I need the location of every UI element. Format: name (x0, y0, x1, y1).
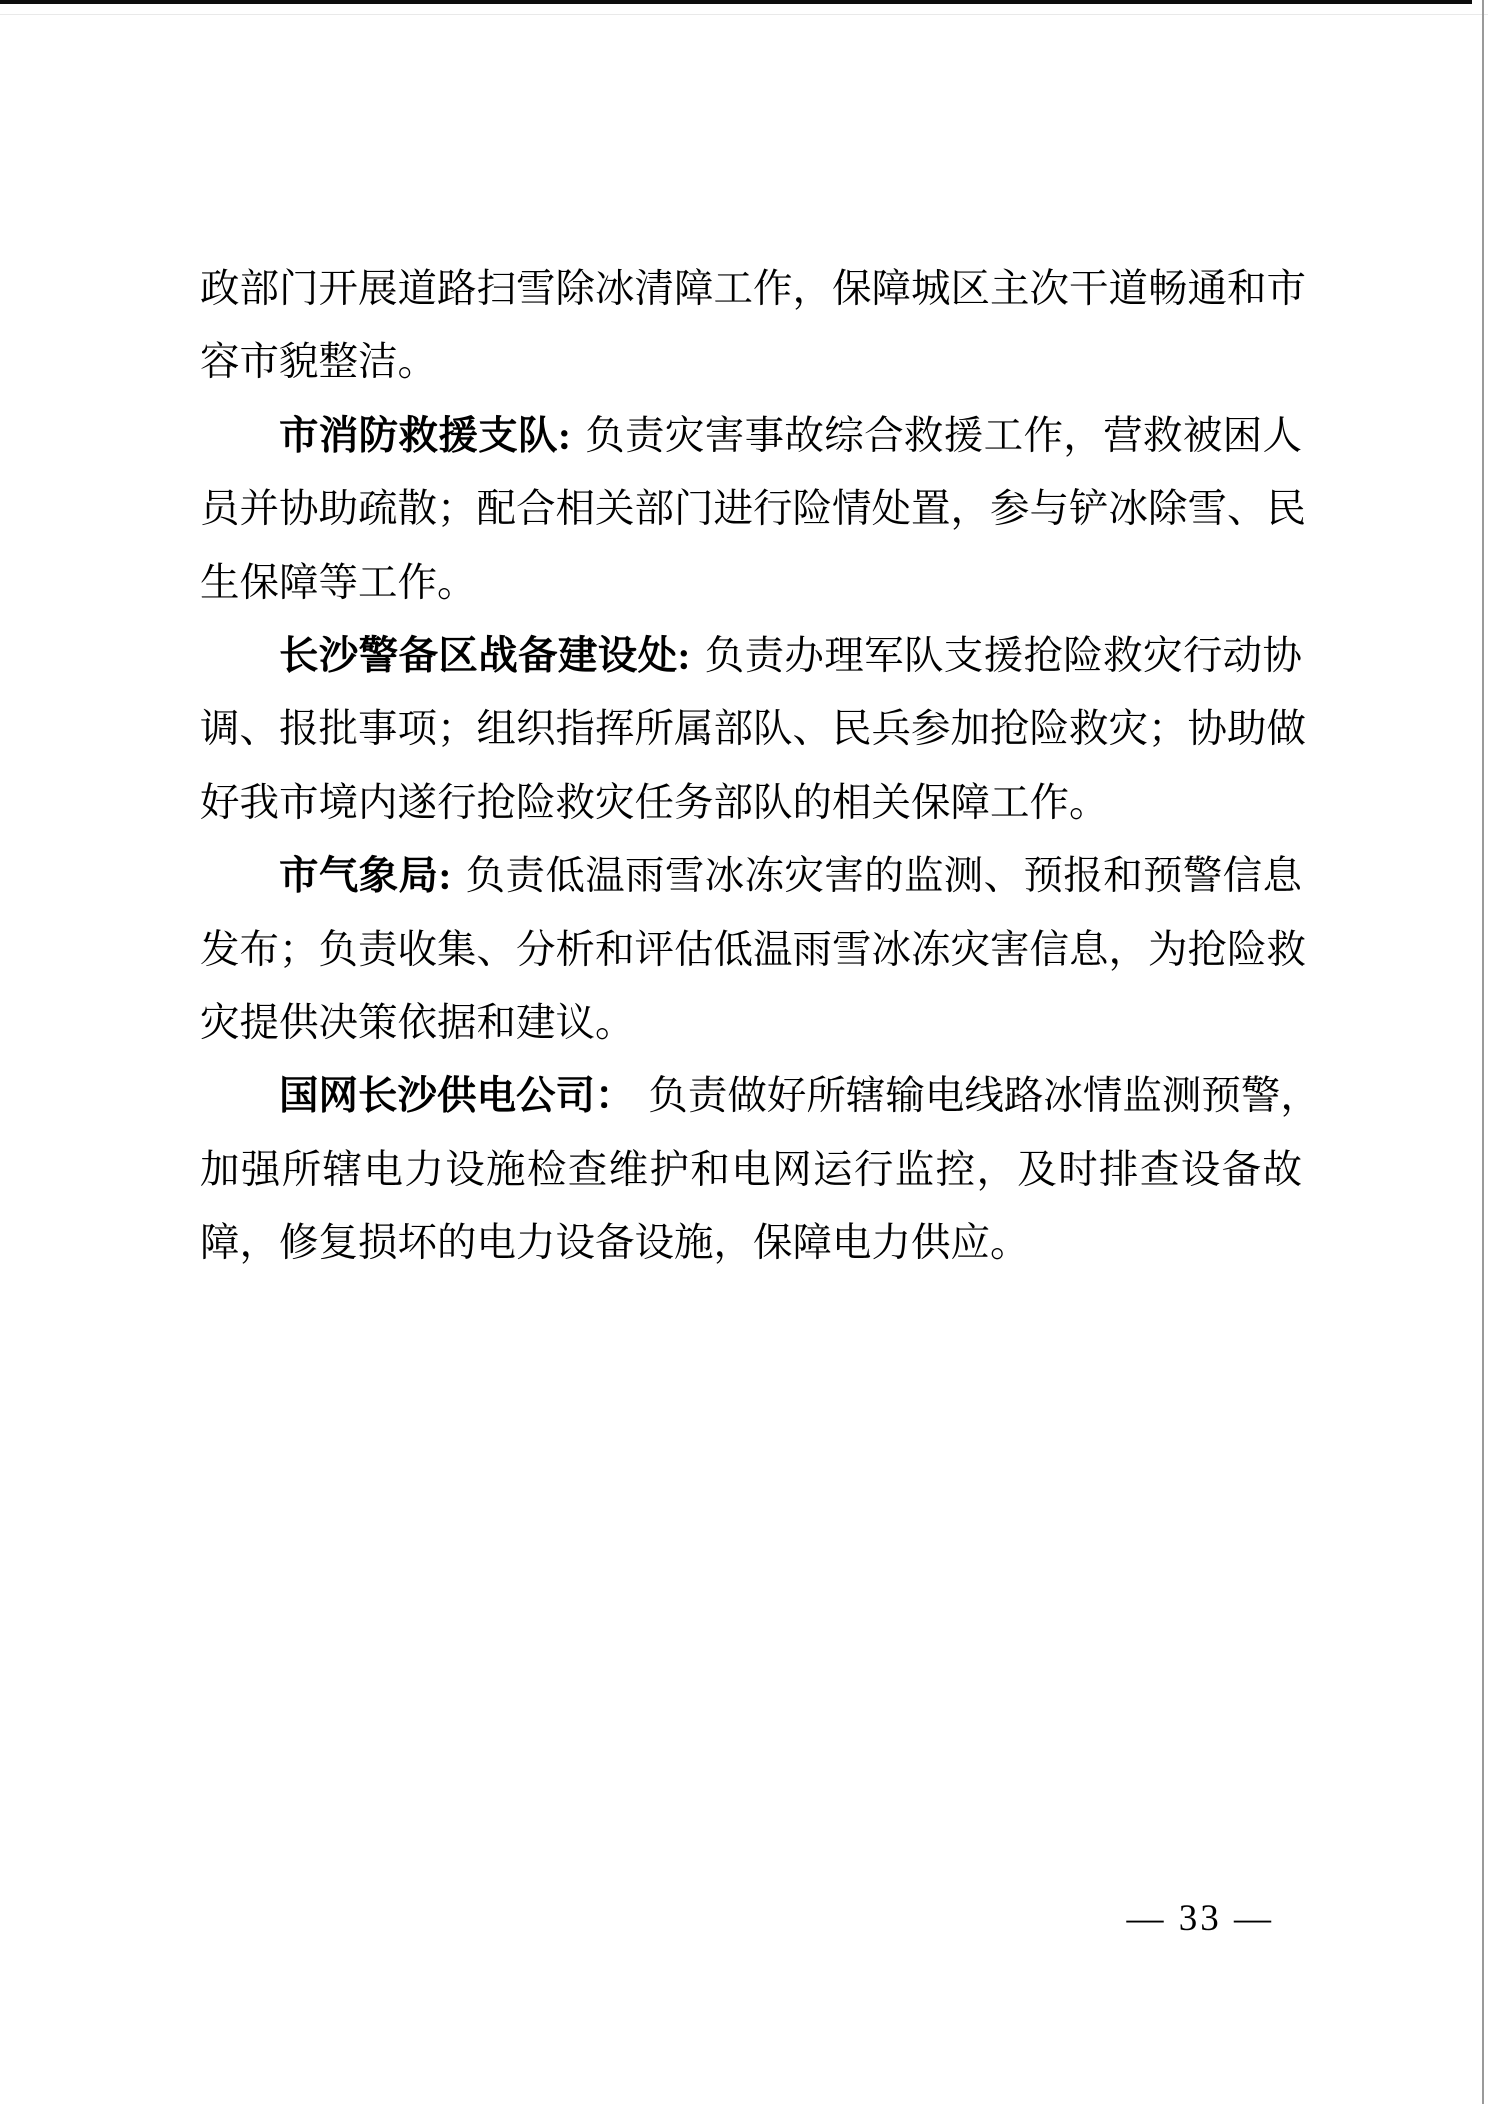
paragraph-first-line (200, 840, 1302, 913)
org-duty-text: 负责做好所辖输电线路冰情监测预警， (648, 1074, 1320, 1119)
text-line: 调、报批事项；组织指挥所属部队、民兵参加抢险救灾；协助做 (200, 707, 1306, 752)
scan-faint-line (0, 14, 1488, 15)
paragraph-first-line (200, 1060, 1320, 1133)
org-duty-text: 负责办理军队支援抢险救灾行动协 (704, 634, 1303, 679)
org-name: 市消防救援支队: (279, 413, 572, 458)
org-name: 长沙警备区战备建设处: (279, 634, 691, 679)
org-duty-text: 负责灾害事故综合救援工作，营救被困人 (584, 413, 1303, 458)
text-line: 容市貌整洁。 (200, 340, 437, 385)
text-line: 加强所辖电力设施检查维护和电网运行监控，及时排查设备故 (200, 1147, 1302, 1192)
text-line: 好我市境内遂行抢险救灾任务部队的相关保障工作。 (200, 780, 1109, 825)
text-line: 灾提供决策依据和建议。 (200, 1001, 635, 1046)
text-line: 生保障等工作。 (200, 560, 477, 605)
paragraph-first-line (200, 620, 1302, 693)
scan-top-edge (0, 0, 1472, 4)
scan-right-edge (1482, 0, 1484, 2104)
text-line: 障，修复损坏的电力设备设施，保障电力供应。 (200, 1221, 1030, 1266)
org-name: 国网长沙供电公司： (279, 1074, 635, 1119)
page-number: — 33 — (1126, 1898, 1274, 1939)
org-duty-text: 负责低温雨雪冰冻灾害的监测、预报和预警信息 (465, 854, 1303, 899)
text-line: 政部门开展道路扫雪除冰清障工作，保障城区主次干道畅通和市 (200, 267, 1306, 311)
text-line: 员并协助疏散；配合相关部门进行险情处置，参与铲冰除雪、民 (200, 487, 1306, 532)
document-body (200, 253, 1320, 1281)
paragraph-first-line (200, 400, 1302, 473)
text-line: 发布；负责收集、分析和评估低温雨雪冰冻灾害信息，为抢险救 (200, 927, 1306, 972)
org-name: 市气象局: (279, 854, 452, 899)
